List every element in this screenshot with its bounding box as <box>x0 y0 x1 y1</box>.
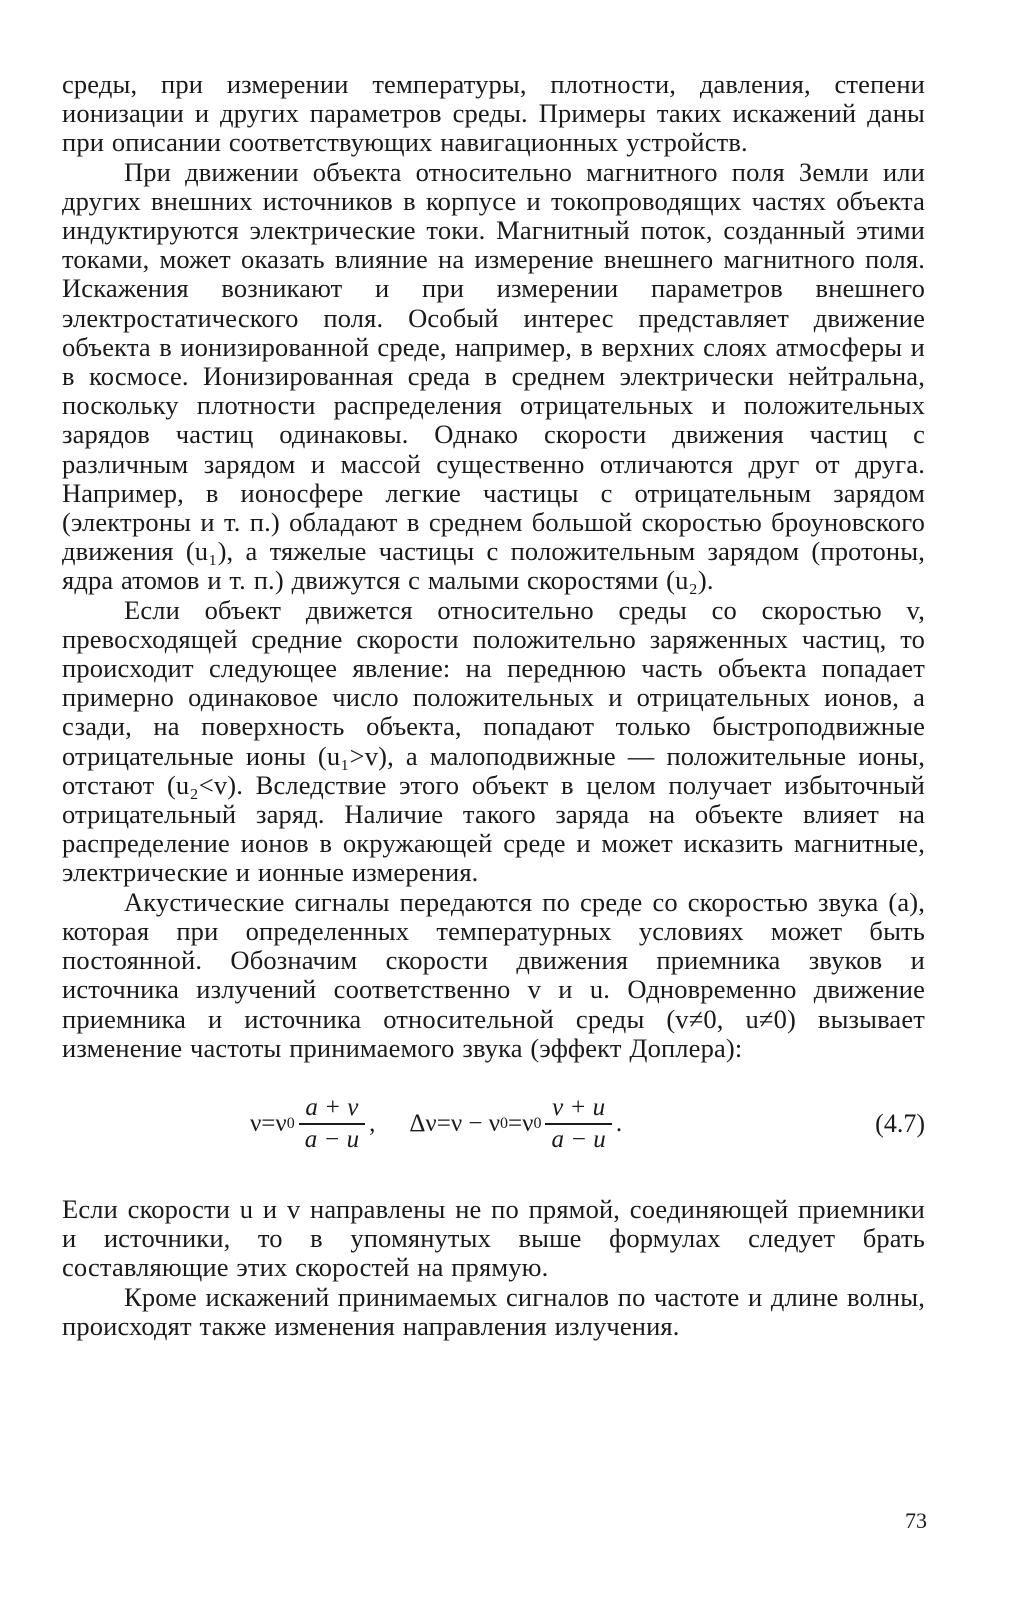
equation-number: (4.7) <box>875 1108 925 1138</box>
paragraph-6: Кроме искажений принимаемых сигналов по частоте и длине волны, происходят также изменения направления излучения. <box>62 1281 925 1341</box>
formula-separator: , <box>369 1109 376 1137</box>
formula-fraction-2 <box>545 1093 611 1155</box>
formula-mid-2: =ν <box>508 1109 534 1137</box>
formula-lhs-2: Δν=ν − ν <box>409 1109 501 1137</box>
fraction-1-denominator: a − u <box>304 1125 360 1153</box>
page-body <box>62 70 925 1341</box>
formula-fraction-1 <box>299 1093 365 1155</box>
fraction-2-numerator: v + u <box>552 1094 606 1122</box>
paragraph-5: Если скорости u и v направлены не по прямой, соединяющей приемники и источники, то в упомянутых выше формулах следует брать составляющие этих скоростей на прямую. <box>62 1193 925 1283</box>
formula-end: . <box>615 1109 623 1137</box>
paragraph-1: среды, при измерении температуры, плотности, давления, степени ионизации и других параметров среды. Примеры таких искажений даны при описании соответствующих навигационных устройств. <box>62 69 925 158</box>
formula-expression <box>250 1081 622 1167</box>
paragraph-3: Если объект движется относительно среды со скоростью v, превосходящей средние скорости положительно заряженных частиц, то происходит следующее явление: на переднюю часть объекта попадает примерно одинаковое число положительных и отрицательных ионов, а сзади, на поверхность объекта, попадают только быстроподвижные отрицательные ионы (u₁>v), а малоподвижные — положительные ионы, отстают (u₂<v). Вследствие этого объект в целом получает избыточный отрицательный заряд. Наличие такого заряда на объекте влияет на распределение ионов в окружающей среде и может исказить магнитные, электрические и ионные измерения. <box>62 594 925 888</box>
fraction-1-numerator: a + v <box>305 1094 359 1122</box>
page-number: 73 <box>905 1508 927 1533</box>
paragraph-2: При движении объекта относительно магнитного поля Земли или других внешних источников в корпусе и токопроводящих частях объекта индуктируются электрические токи. Магнитный поток, созданный этими токами, может оказать влияние на измерение внешнего магнитного поля. Искажения возникают и при измерении параметров внешнего электростатического поля. Особый интерес представляет движение объекта в ионизированной среде, например, в верхних слоях атмосферы и в космосе. Ионизированная среда в среднем электрически нейтральна, поскольку плотности распределения отрицательных и положительных зарядов частиц одинаковы. Однако скорости движения частиц с различным зарядом и массой существенно отличаются друг от друга. Например, в ионосфере легкие частицы с отрицательным зарядом (электроны и т. п.) обладают в среднем большой скоростью броуновского движения (u₁), а тяжелые частицы с положительным зарядом (протоны, ядра атомов и т. п.) движутся с малыми скоростями (u₂). <box>62 156 925 596</box>
formula-subscript-2: 0 <box>500 1114 509 1132</box>
formula-subscript-3: 0 <box>533 1114 542 1132</box>
formula-subscript-1: 0 <box>286 1114 295 1132</box>
formula-lhs-1: ν=ν <box>250 1109 287 1137</box>
doppler-formula <box>62 1081 925 1181</box>
paragraph-4: Акустические сигналы передаются по среде со скоростью звука (a), которая при определенных температурных условиях может быть постоянной. Обозначим скорости движения приемника звуков и источника излучений соответственно v и u. Одновременно движение приемника и источника относительной среды (v≠0, u≠0) вызывает изменение частоты принимаемого звука (эффект Доплера): <box>62 886 925 1063</box>
fraction-2-denominator: a − u <box>551 1125 606 1153</box>
